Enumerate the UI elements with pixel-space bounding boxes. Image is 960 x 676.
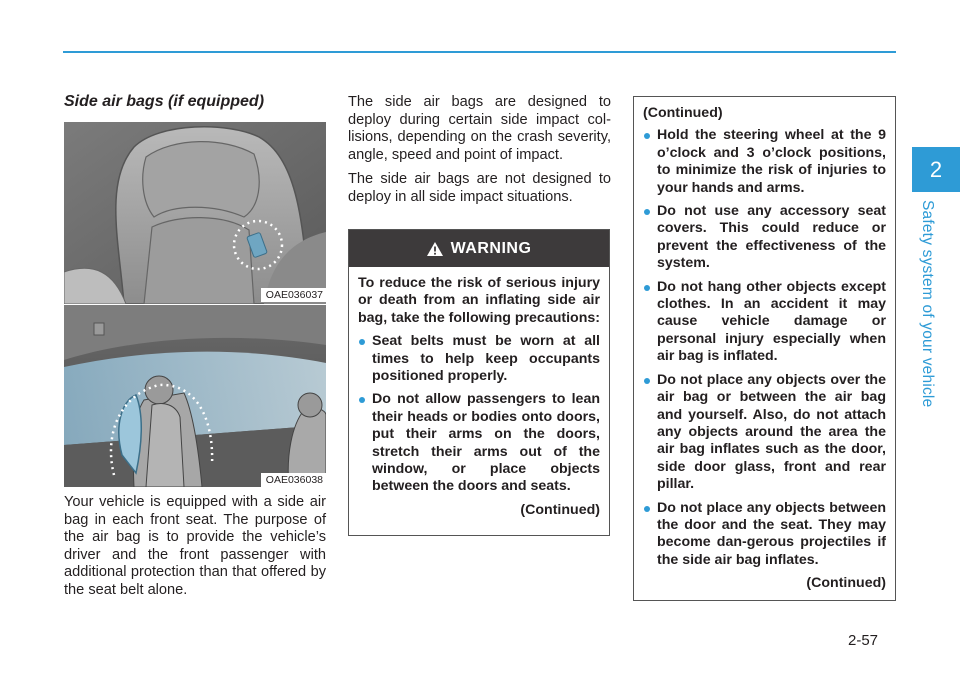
continued-list	[643, 127, 886, 569]
list-item: Do not hang other objects except clothes. In an accident it may cause vehicle damage or personal injury especially when air bag is inflated.	[643, 279, 886, 366]
list-item: Seat belts must be worn at all times to help keep occupants positioned properly.	[358, 333, 600, 385]
warning-list	[358, 333, 600, 496]
figure-seat-airbag	[64, 122, 326, 304]
warning-intro: To reduce the risk of serious injury or death from an inflating side air bag, take the following precautions:	[358, 275, 600, 326]
section-heading: Side air bags (if equipped)	[64, 93, 265, 110]
continued-warning-box	[633, 96, 896, 601]
list-item: Hold the steering wheel at the 9 o’clock and 3 o’clock positions, to minimize the risk of injuries to your hands and arms.	[643, 127, 886, 197]
list-item: Do not place any objects over the air bag or between the air bag and yourself. Also, do not attach any objects around the area the air bag inflates such as the door, side door glass, front and rear pillar.	[643, 372, 886, 494]
list-item: Do not use any accessory seat covers. This could reduce or prevent the effectiveness of the system.	[643, 203, 886, 273]
continued-label: (Continued)	[520, 501, 600, 518]
figure-code: OAE036038	[261, 473, 326, 487]
warning-label: WARNING	[450, 239, 532, 257]
non-deployment-paragraph: The side air bags are not designed to deploy in all side impact situations.	[348, 171, 611, 205]
list-item: Do not place any objects between the door and the seat. They may become dan-gerous projectiles if the side air bag inflates.	[643, 500, 886, 570]
warning-icon	[427, 242, 443, 256]
intro-paragraph: Your vehicle is equipped with a side air bag in each front seat. The purpose of the air bag is to provide the vehicle’s driver and the front passenger with additional protection than that offered by the seat belt alone.	[64, 494, 326, 598]
header-rule	[63, 51, 896, 53]
continued-title: (Continued)	[643, 105, 723, 121]
chapter-tab[interactable]: 2	[912, 147, 960, 192]
warning-header	[349, 230, 609, 267]
warning-box	[348, 229, 610, 536]
cabin-illustration	[64, 305, 326, 487]
chapter-title: Safety system of your vehicle	[919, 200, 936, 408]
page-number: 2-57	[848, 632, 879, 649]
seat-illustration	[64, 122, 326, 304]
figure-airbag-deployed	[64, 305, 326, 487]
continued-label: (Continued)	[806, 575, 886, 592]
figure-code: OAE036037	[261, 288, 326, 302]
warning-body	[349, 267, 609, 519]
deployment-paragraph: The side air bags are designed to deploy during certain side impact col-lisions, depending on the crash severity, angle, speed and point of impact.	[348, 94, 611, 163]
list-item: Do not allow passengers to lean their heads or bodies onto doors, put their arms on the doors, stretch their arms out of the window, or place objects between the doors and seats.	[358, 391, 600, 495]
deployment-text	[348, 94, 611, 214]
